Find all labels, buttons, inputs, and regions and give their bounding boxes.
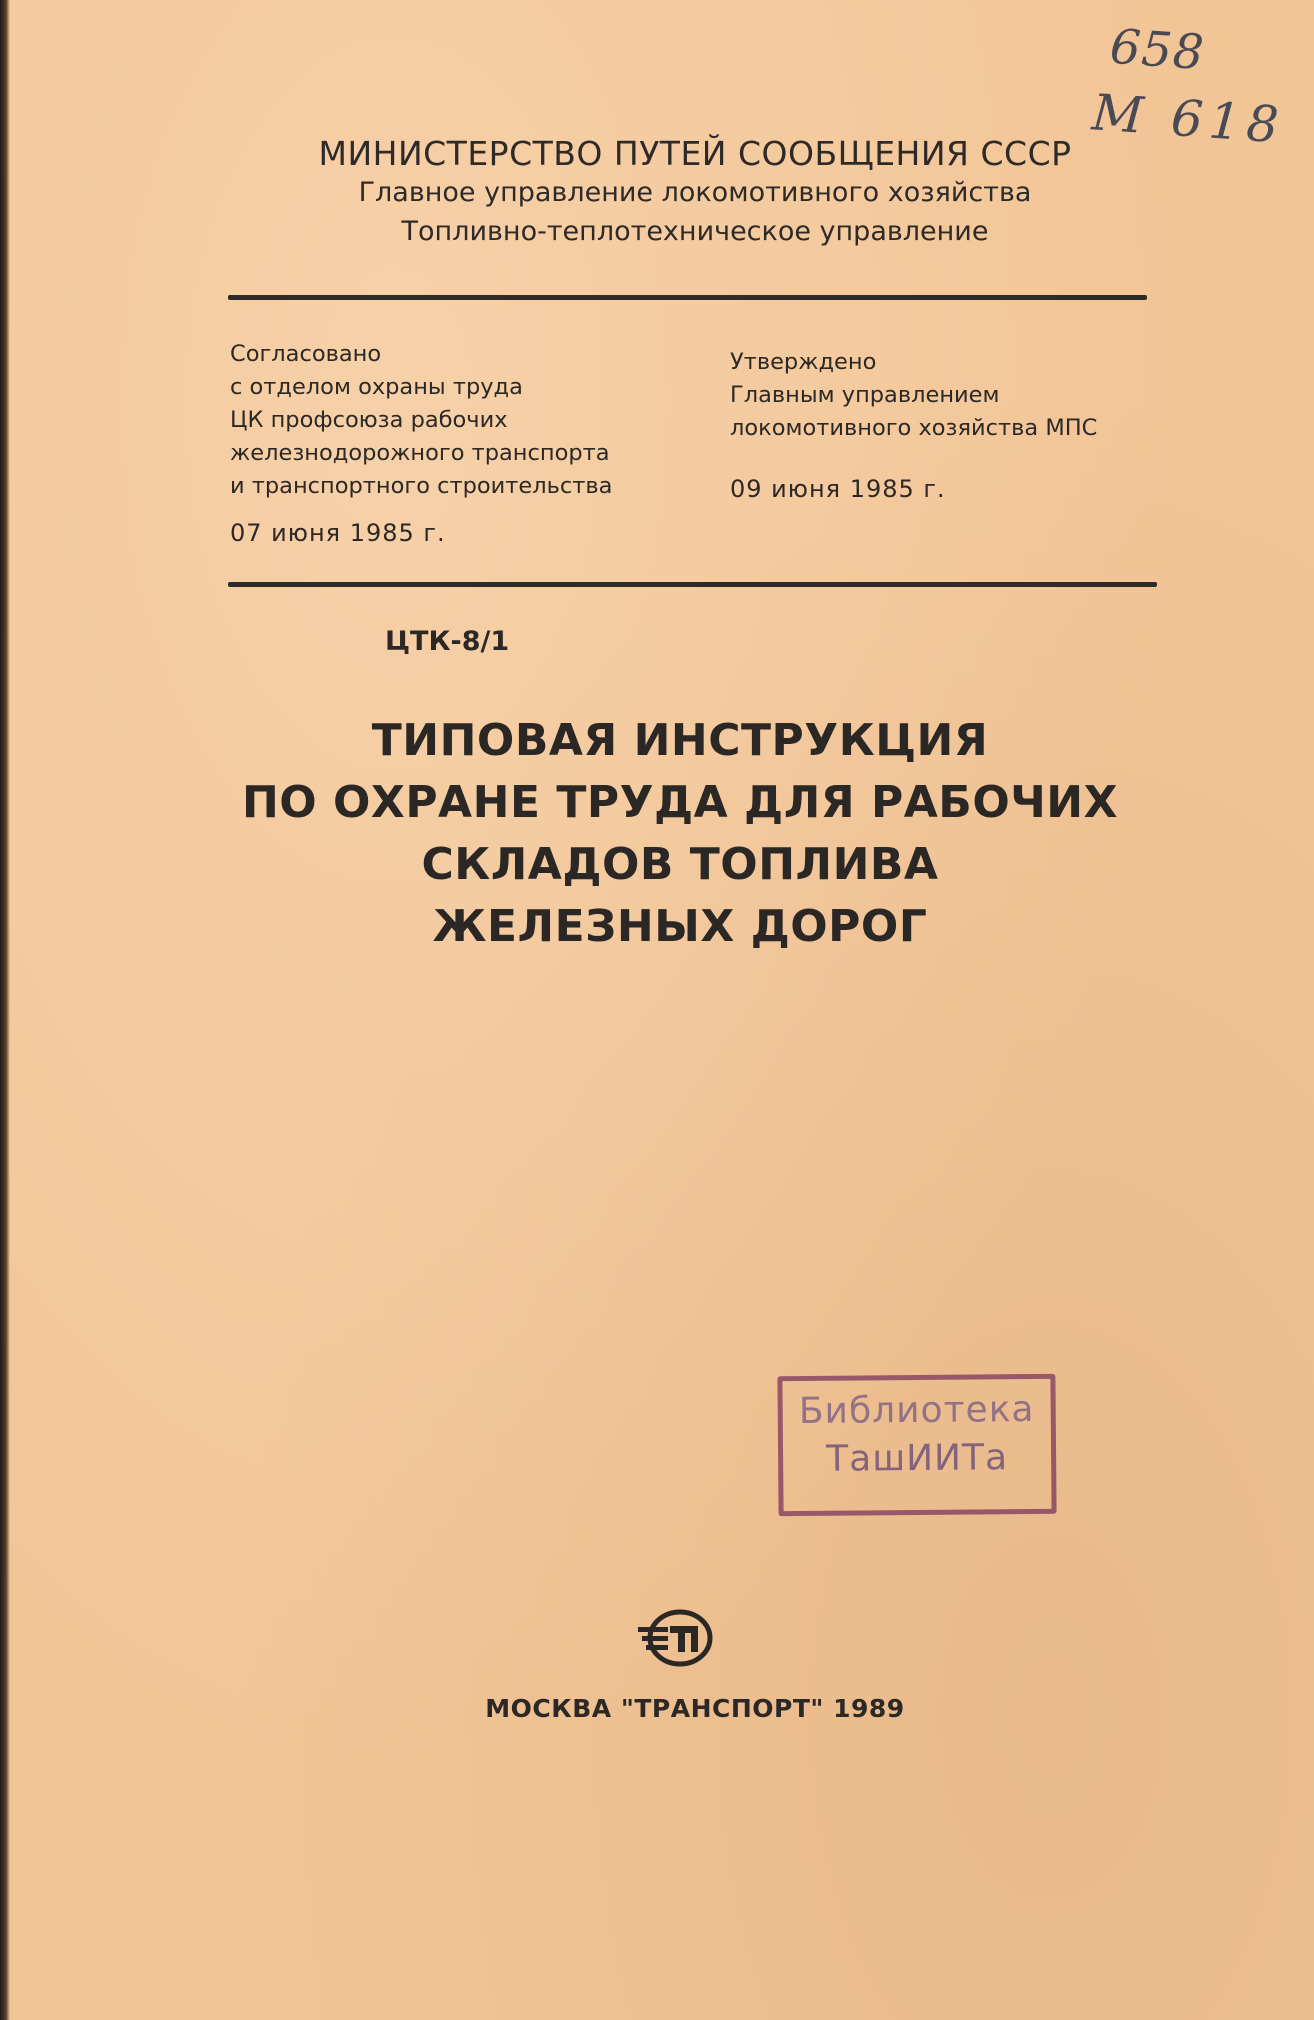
top-divider [228,295,1147,300]
transport-publisher-logo-icon [636,1608,720,1668]
ministry-name: МИНИСТЕРСТВО ПУТЕЙ СООБЩЕНИЯ СССР [318,134,1072,173]
approved-block [730,346,1097,506]
title-line: ЖЕЛЕЗНЫХ ДОРОГ [432,901,928,952]
agreed-date: 07 июня 1985 г. [230,519,446,547]
agreed-line: ЦК профсоюза рабочих [230,407,508,433]
agreed-line: с отделом охраны труда [230,374,523,400]
agreed-line: и транспортного строительства [230,473,613,499]
approved-line: Утверждено [730,349,877,375]
bottom-divider [228,582,1157,587]
handwritten-shelf-number: 658 [1108,18,1207,82]
stamp-line: Библиотека [798,1388,1035,1433]
publisher-imprint: МОСКВА "ТРАНСПОРТ" 1989 [485,1694,905,1723]
stamp-line: ТашИИТа [825,1437,1009,1480]
library-stamp [777,1374,1056,1516]
title-line: ПО ОХРАНЕ ТРУДА ДЛЯ РАБОЧИХ [241,777,1119,828]
handwritten-catalog-code: М 618 [1090,83,1287,155]
agreed-line: железнодорожного транспорта [230,440,610,466]
department-name: Главное управление локомотивного хозяйства [358,177,1032,208]
agreed-line: Согласовано [230,341,382,367]
directorate-name: Топливно-теплотехническое управление [401,216,989,247]
title-line: СКЛАДОВ ТОПЛИВА [421,839,939,890]
approved-line: локомотивного хозяйства МПС [730,415,1098,441]
document-code: ЦТК-8/1 [385,626,510,657]
approved-line: Главным управлением [730,382,1000,408]
scan-binding-edge [0,0,10,2020]
document-title [180,710,1180,958]
approved-date: 09 июня 1985 г. [730,475,946,503]
title-line: ТИПОВАЯ ИНСТРУКЦИЯ [371,715,989,766]
agreed-block [230,338,612,550]
